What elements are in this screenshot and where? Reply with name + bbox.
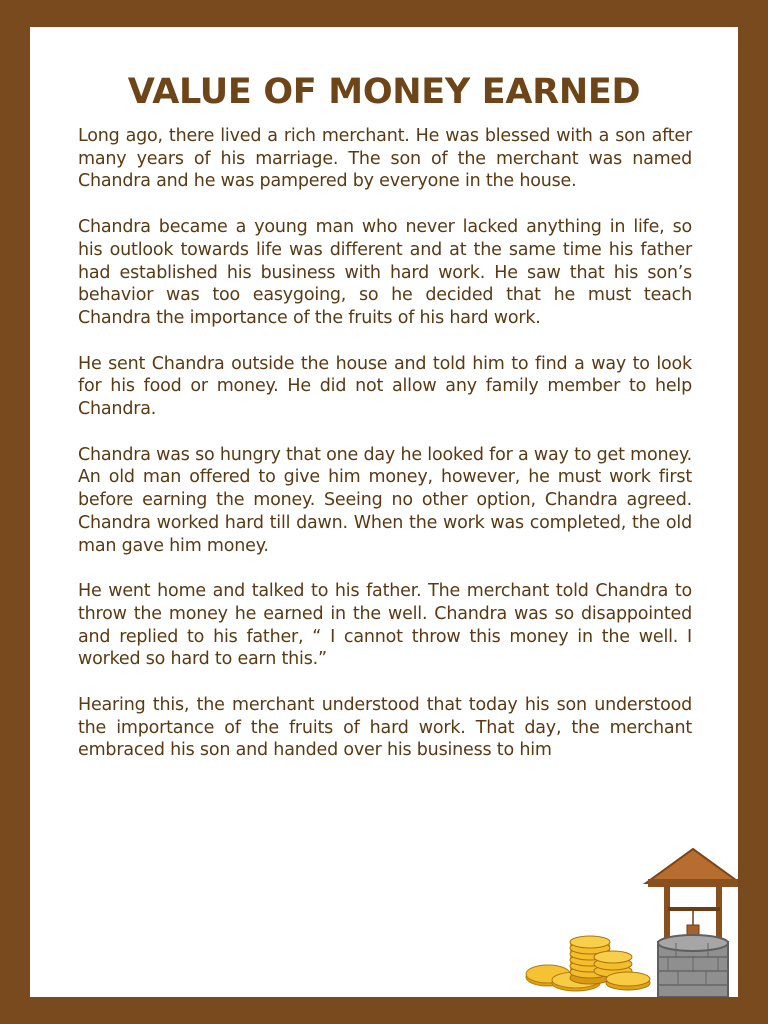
story-body xyxy=(78,125,692,762)
page-title: VALUE OF MONEY EARNED xyxy=(127,72,641,112)
story-paragraph: He sent Chandra outside the house and told him to find a way to look for his food or money. He did not allow any family member to help Chandra. xyxy=(78,353,692,420)
well-and-coins-illustration xyxy=(518,847,738,997)
story-paragraph: Long ago, there lived a rich merchant. He was blessed with a son after many years of his marriage. The son of the merchant was named Chandra and he was pampered by everyone in the house. xyxy=(78,126,692,192)
gold-coins-icon xyxy=(526,936,650,991)
story-paragraph: Chandra was so hungry that one day he looked for a way to get money. An old man offered to give him money, however, he must work first before earning the money. Seeing no other option, Chandra agreed. Chandra worked hard till dawn. When the work was completed, the old man gave him money. xyxy=(78,444,692,556)
wishing-well-icon xyxy=(646,849,738,997)
story-page xyxy=(30,27,738,997)
story-paragraph: He went home and talked to his father. The merchant told Chandra to throw the money he earned in the well. Chandra was so disappointed and replied to his father, “ I cannot throw this money in the well. I worked so hard to earn this.” xyxy=(78,581,692,670)
story-paragraph: Chandra became a young man who never lacked anything in life, so his outlook towards life was different and at the same time his father had established his business with hard work. He saw that his son’s behavior was too easygoing, so he decided that he must teach Chandra the importance of the fruits of his hard work. xyxy=(78,217,692,328)
story-paragraph: Hearing this, the merchant understood that today his son understood the importance of the fruits of hard work. That day, the merchant embraced his son and handed over his business to him xyxy=(78,695,692,761)
